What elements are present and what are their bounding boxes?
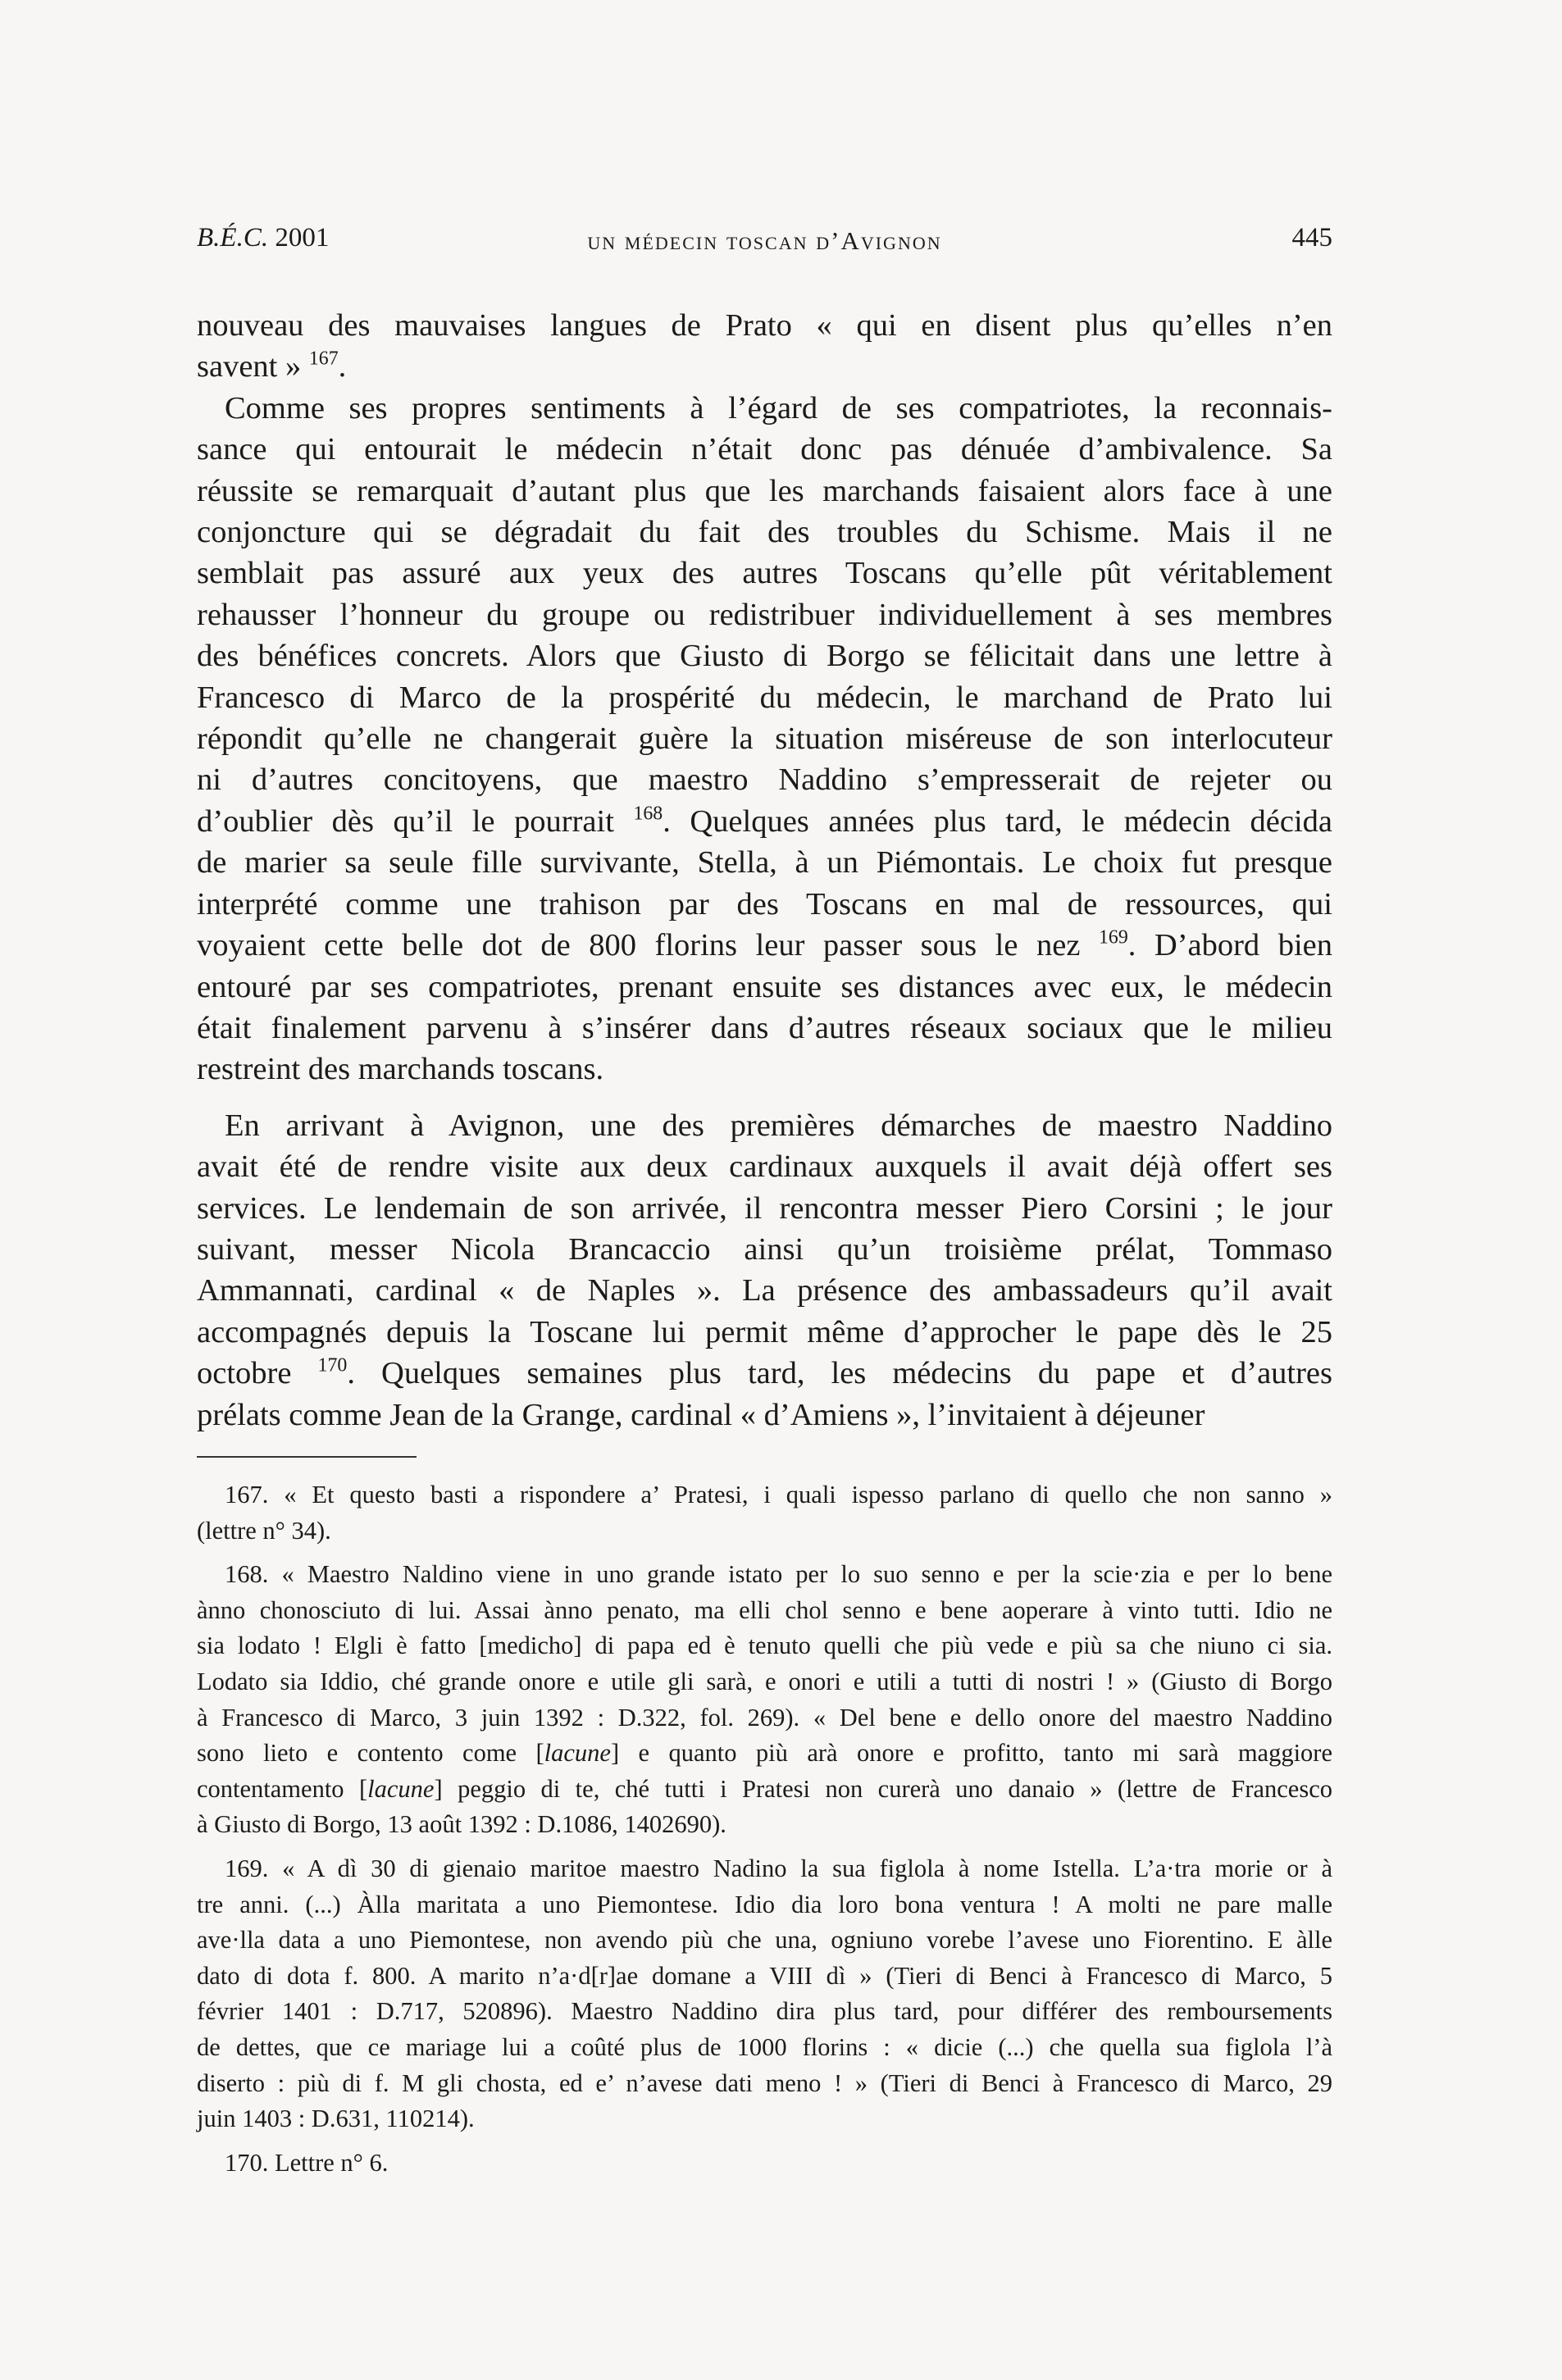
text-run: sance qui entourait le médecin n’était donc pas dénuée d’ambivalence. Sa	[197, 432, 1332, 467]
text-run: 168. « Maestro Naldino viene in uno grande istato per lo suo senno e per la scie·zia e per lo bene	[225, 1560, 1332, 1589]
text-run: conjoncture qui se dégradait du fait des troubles du Schisme. Mais il ne	[197, 515, 1332, 550]
text-line	[197, 346, 1332, 387]
text-line	[197, 2146, 1332, 2182]
text-run: nouveau des mauvaises langues de Prato « qui en disent plus qu’elles n’en	[197, 308, 1332, 343]
text-run: entouré par ses compatriotes, prenant ensuite ses distances avec eux, le médecin	[197, 969, 1332, 1004]
paragraph	[197, 1105, 1332, 1436]
text-run: à Giusto di Borgo, 13 août 1392 : D.1086, 1402690).	[197, 1810, 726, 1839]
journal-abbrev: B.É.C. 2001	[197, 223, 330, 253]
italic-text: lacune	[544, 1739, 611, 1768]
text-line	[197, 635, 1332, 676]
text-line	[197, 305, 1332, 346]
text-run: à Francesco di Marco, 3 juin 1392 : D.322, fol. 269). « Del bene e dello onore del maestro Naddino	[197, 1703, 1332, 1732]
text-run: de marier sa seule fille survivante, Stella, à un Piémontais. Le choix fut presque	[197, 845, 1332, 881]
text-line	[197, 1664, 1332, 1700]
text-line	[197, 1146, 1332, 1187]
text-run: . Quelques années plus tard, le médecin décida	[663, 803, 1332, 839]
text-run: .	[338, 349, 347, 385]
text-line	[197, 1312, 1332, 1353]
text-run: tre anni. (...) Àlla maritata a uno Piemontese. Idio dia loro bona ventura ! A molti ne pare malle	[197, 1890, 1332, 1918]
text-line	[197, 388, 1332, 429]
text-line	[197, 1772, 1332, 1808]
text-run: répondit qu’elle ne changerait guère la situation miséreuse de son interlocuteur	[197, 721, 1332, 757]
text-line	[197, 677, 1332, 718]
text-run: suivant, messer Nicola Brancaccio ainsi qu’un troisième prélat, Tommaso	[197, 1231, 1332, 1267]
text-run: restreint des marchands toscans.	[197, 1052, 604, 1087]
footnote	[197, 1557, 1332, 1843]
text-line	[197, 471, 1332, 512]
paragraph	[197, 388, 1332, 1090]
text-run: rehausser l’honneur du groupe ou redistribuer individuellement à ses membres	[197, 597, 1332, 632]
text-run: ] e quanto più arà onore e profitto, tanto mi sarà maggiore	[610, 1739, 1333, 1768]
text-line	[197, 967, 1332, 1008]
text-line	[197, 512, 1332, 553]
text-line	[197, 429, 1332, 470]
text-line	[197, 1736, 1332, 1772]
text-run: services. Le lendemain de son arrivée, il rencontra messer Piero Corsini ; le jour	[197, 1190, 1332, 1226]
text-run: dato di dota f. 800. A marito n’a·d[r]ae domane a VIII dì » (Tieri di Benci à Francesco di Marco, 5	[197, 1961, 1332, 1990]
text-line	[197, 842, 1332, 883]
text-line	[197, 1923, 1332, 1959]
text-run: accompagnés depuis la Toscane lui permit même d’approcher le pape dès le 25	[197, 1314, 1332, 1349]
text-run: ni d’autres concitoyens, que maestro Naddino s’empresserait de rejeter ou	[197, 762, 1332, 798]
footnote-ref: 169	[1098, 926, 1128, 949]
text-run: semblait pas assuré aux yeux des autres Toscans qu’elle pût véritablement	[197, 556, 1332, 591]
text-run: En arrivant à Avignon, une des premières démarches de maestro Naddino	[225, 1108, 1332, 1143]
text-run: sia lodato ! Elgli è fatto [medicho] di papa ed è tenuto quelli che più vede e più sa che niuno ci sia.	[197, 1631, 1332, 1660]
text-run: sono lieto e contento come [	[197, 1739, 544, 1768]
text-run: de dettes, que ce mariage lui a coûté plus de 1000 florins : « dicie (...) che quella sua figlola l’à	[197, 2032, 1332, 2061]
text-run: contentamento [	[197, 1774, 368, 1803]
footnote	[197, 1851, 1332, 2137]
text-run: Francesco di Marco de la prospérité du médecin, le marchand de Prato lui	[197, 680, 1332, 715]
text-line	[197, 1008, 1332, 1049]
paragraph	[197, 305, 1332, 388]
text-line	[197, 1994, 1332, 2030]
text-run: 170. Lettre n° 6.	[225, 2148, 389, 2177]
text-run: Ammannati, cardinal « de Naples ». La présence des ambassadeurs qu’il avait	[197, 1273, 1332, 1308]
text-line	[197, 1593, 1332, 1629]
text-line	[197, 1807, 1332, 1843]
text-run: ànno chonosciuto di lui. Assai ànno penato, ma elli chol senno e bene aoperare à vinto tutti. Idio ne	[197, 1595, 1332, 1624]
footnote-ref: 170	[317, 1354, 348, 1377]
text-line	[197, 1628, 1332, 1664]
text-line	[197, 1513, 1332, 1550]
footnote	[197, 2146, 1332, 2182]
text-line	[197, 594, 1332, 635]
text-line	[197, 2066, 1332, 2102]
text-line	[197, 1229, 1332, 1270]
text-run: juin 1403 : D.631, 110214).	[197, 2105, 475, 2133]
text-run: Comme ses propres sentiments à l’égard de ses compatriotes, la reconnais-	[225, 390, 1332, 425]
text-run: voyaient cette belle dot de 800 florins leur passer sous le nez	[197, 928, 1099, 963]
text-line	[197, 1105, 1332, 1146]
text-run: ave·lla data a uno Piemontese, non avendo più che una, ogniuno vorebe l’avese uno Fiorentino. E àlle	[197, 1926, 1332, 1955]
text-line	[197, 1887, 1332, 1923]
text-run: interprété comme une trahison par des Toscans en mal de ressources, qui	[197, 886, 1332, 922]
text-run: réussite se remarquait d’autant plus que les marchands faisaient alors face à une	[197, 473, 1332, 508]
text-line	[197, 2101, 1332, 2137]
text-line	[197, 884, 1332, 925]
text-line	[197, 1395, 1332, 1436]
text-run: ] peggio di te, ché tutti i Pratesi non curerà uno danaio » (lettre de Francesco	[434, 1774, 1333, 1803]
text-line	[197, 801, 1332, 842]
running-header	[197, 223, 1332, 264]
running-title: un médecin toscan d’Avignon	[587, 226, 942, 255]
footnote-ref: 168	[633, 803, 663, 825]
text-run: (lettre n° 34).	[197, 1516, 331, 1545]
text-line	[197, 553, 1332, 594]
text-line	[197, 718, 1332, 759]
text-run: diserto : più di f. M gli chosta, ed e’ n’avese dati meno ! » (Tieri di Benci à Francesco di Marco, 29	[197, 2068, 1332, 2097]
text-line	[197, 1270, 1332, 1311]
text-run: avait été de rendre visite aux deux cardinaux auxquels il avait déjà offert ses	[197, 1149, 1332, 1185]
text-line	[197, 925, 1332, 966]
footnote-rule	[197, 1456, 417, 1458]
text-line	[197, 1188, 1332, 1229]
text-line	[197, 2030, 1332, 2066]
text-run: savent »	[197, 349, 309, 385]
text-run: 167. « Et questo basti a rispondere a’ Pratesi, i quali ispesso parlano di quello che non sanno »	[225, 1481, 1332, 1509]
body-text	[197, 305, 1332, 1436]
page-number: 445	[1291, 223, 1332, 253]
text-run: . Quelques semaines plus tard, les médecins du pape et d’autres	[347, 1356, 1332, 1391]
text-line	[197, 1477, 1332, 1513]
text-run: février 1401 : D.717, 520896). Maestro Naddino dira plus tard, pour différer des remboursements	[197, 1997, 1332, 2026]
footnote-ref: 167	[308, 348, 339, 371]
text-run: 169. « A dì 30 di gienaio maritoe maestro Nadino la sua figlola à nome Istella. L’a·tra morie or à	[225, 1854, 1332, 1882]
text-line	[197, 1851, 1332, 1887]
text-line	[197, 1353, 1332, 1394]
text-run: prélats comme Jean de la Grange, cardinal « d’Amiens », l’invitaient à déjeuner	[197, 1397, 1205, 1432]
text-run: . D’abord bien	[1127, 928, 1333, 963]
text-line	[197, 1557, 1332, 1593]
text-run: d’oublier dès qu’il le pourrait	[197, 803, 634, 839]
text-run: des bénéfices concrets. Alors que Giusto di Borgo se félicitait dans une lettre à	[197, 639, 1332, 674]
text-run: Lodato sia Iddio, ché grande onore e utile gli sarà, e onori e utili a tutti di nostri ! » (Giusto di Borgo	[197, 1667, 1332, 1695]
footnotes	[197, 1477, 1332, 2189]
text-line	[197, 1959, 1332, 1995]
text-line	[197, 1049, 1332, 1090]
text-line	[197, 1700, 1332, 1736]
text-line	[197, 759, 1332, 800]
text-run: octobre	[197, 1356, 318, 1391]
text-run: était finalement parvenu à s’insérer dans d’autres réseaux sociaux que le milieu	[197, 1010, 1332, 1045]
footnote	[197, 1477, 1332, 1549]
italic-text: lacune	[367, 1774, 435, 1803]
